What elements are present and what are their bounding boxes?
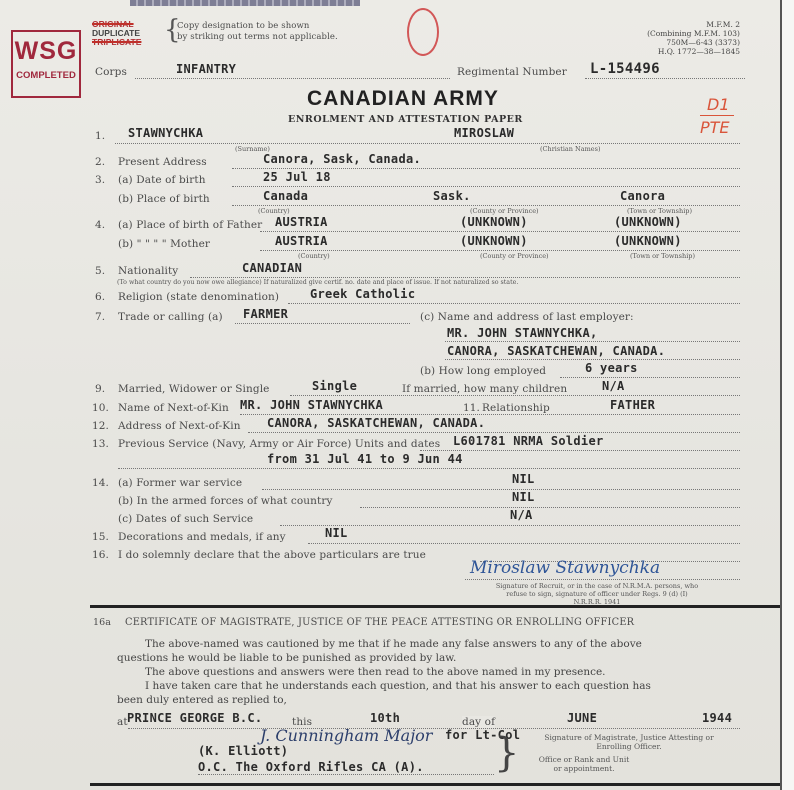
nationality-value: CANADIAN	[242, 261, 303, 275]
mother-country-value: AUSTRIA	[275, 234, 328, 248]
red-underline	[700, 115, 734, 116]
copy-duplicate: DUPLICATE	[92, 28, 141, 38]
trade-value: FARMER	[243, 307, 289, 321]
circled-o-annotation	[407, 8, 439, 56]
form-reference: M.F.M. 2 (Combining M.F.M. 103) 750M—6-43 (3373) H.Q. 1772—38—1845	[647, 20, 740, 56]
bottom-divider	[90, 783, 780, 786]
recruit-signature: Miroslaw Stawnychka	[470, 558, 661, 578]
former-war-service-value: NIL	[512, 472, 535, 486]
stamp-top: WSG	[14, 37, 78, 65]
armed-forces-country-value: NIL	[512, 490, 535, 504]
form-subtitle: ENROLMENT AND ATTESTATION PAPER	[288, 114, 523, 125]
employer-address-value: CANORA, SASKATCHEWAN, CANADA.	[447, 344, 666, 358]
employment-duration-value: 6 years	[585, 361, 638, 375]
birth-province-value: Sask.	[433, 189, 471, 203]
brace-right: }	[494, 730, 520, 776]
copy-designation	[92, 20, 141, 47]
stamp-bottom: COMPLETED	[16, 70, 76, 81]
copy-triplicate: TRIPLICATE	[92, 37, 142, 47]
wsg-completed-stamp	[11, 30, 81, 98]
for-lt-col: for Lt-Col	[445, 728, 521, 742]
mother-town-value: (UNKNOWN)	[614, 234, 682, 248]
form-title: CANADIAN ARMY	[307, 87, 499, 110]
officer-signature-caption: Signature of Magistrate, Justice Attesting or Enrolling Officer.	[544, 733, 714, 751]
regimental-number-value: L-154496	[590, 61, 660, 77]
father-province-value: (UNKNOWN)	[460, 215, 528, 229]
service-dates-value: N/A	[510, 508, 533, 522]
red-note-pte: PTE	[700, 118, 730, 137]
birth-country-value: Canada	[263, 189, 309, 203]
recruit-signature-caption: Signature of Recruit, or in the case of N.R.M.A. persons, who refuse to sign, signature of officer under Regs. 9 (d) (I) N.R.R.R. 1941	[495, 582, 699, 606]
section-divider	[90, 605, 780, 608]
christian-names-value: MIROSLAW	[454, 126, 515, 140]
surname-value: STAWNYCHKA	[128, 126, 204, 140]
next-of-kin-value: MR. JOHN STAWNYCHKA	[240, 398, 383, 412]
page-edge	[780, 0, 794, 790]
children-value: N/A	[602, 379, 625, 393]
father-town-value: (UNKNOWN)	[614, 215, 682, 229]
copy-original: ORIGINAL	[92, 19, 134, 29]
relationship-value: FATHER	[610, 398, 656, 412]
next-of-kin-address-value: CANORA, SASKATCHEWAN, CANADA.	[267, 416, 486, 430]
copy-instruction: Copy designation to be shown by striking out terms not applicable.	[177, 21, 338, 42]
religion-value: Greek Catholic	[310, 287, 416, 301]
office-caption: Office or Rank and Unit or appointment.	[538, 755, 630, 773]
attestation-day-value: 10th	[370, 711, 401, 725]
corps-label: Corps	[95, 66, 127, 78]
attestation-place-value: PRINCE GEORGE B.C.	[127, 711, 263, 725]
corps-value: INFANTRY	[176, 62, 237, 76]
marital-status-value: Single	[312, 379, 358, 393]
certificate-heading: CERTIFICATE OF MAGISTRATE, JUSTICE OF THE PEACE ATTESTING OR ENROLLING OFFICER	[125, 617, 635, 628]
attestation-month-value: JUNE	[567, 711, 598, 725]
employer-name-value: MR. JOHN STAWNYCHKA,	[447, 326, 598, 340]
officer-signature: J. Cunningham Major	[260, 726, 433, 745]
attestation-paper: WSG COMPLETED ORIGINAL DUPLICATE TRIPLICATE { Copy designation to be shown by striking out terms not applicable. M.F.M. 2 (Combining M.F.M. 103) 750M—6-43 (3373) H.Q. 1772—38—1845 Corps INFANTRY Regimental Number L-154496 CANADIAN ARMY ENROLMENT AND ATTESTATION PAPER D1 PTE 1. STAWNYCHKA MIROSLAW (Surname) (Christian Names) 2. Present Address Canora, Sask, Canada. 3. (a) Date of birth 25 Jul 18 (b) Place of birth Canada Sask. Canora (Country) (County or Province) (Town or Township) 4. (a) Place of birth of Father AUSTRIA (UNKNOWN) (UNKNOWN) (b) " " " " Mother AUSTRIA (UNKNOWN) (UNKNOWN) (Country) (County or Province) (Town or Township) 5. Nationality CANADIAN (To what country do you now owe allegiance) If naturalized give certif. no. date and place of issue. If not naturalized so state. 6. Religion (state denomination) Greek Catholic 7. Trade or calling (a) FARMER (c) Name and address of last employer: MR. JOHN STAWNYCHKA, CANORA, SASKATCHEWAN, CANADA. (b) How long employed 6 years 9. Married, Widower or Single Single If married, how many children N/A 10. Name of Next-of-Kin MR. JOHN STAWNYCHKA 11. Relationship FATHER 12. Address of Next-of-Kin CANORA, SASKATCHEWAN, CANADA. 13. Previous Service (Navy, Army or Air Force) Units and dates L601781 NRMA Soldier from 31 Jul 41 to 9 Jun 44 14. (a) Former war service NIL (b) In the armed forces of what country NIL (c) Dates of such Service N/A 15. Decorations and medals, if any NIL 16. I do solemnly declare that the above particulars are true Miroslaw Stawnychka Signature of Recruit, or in the case of N.R.M.A. persons, who refuse to sign, signature of officer under Regs. 9 (d) (I) N.R.R.R. 1941 16a CERTIFICATE OF MAGISTRATE, JUSTICE OF THE PEACE ATTESTING OR ENROLLING OFFICER The above-named was cautioned by me that if he made any false answers to any of the above questions he would be liable to be punished as provided by law. The above questions and answers were then read to the above named in my presence. I have taken care that he understands each question, and that his answer to each question has been duly entered as replied to, at PRINCE GEORGE B.C. this 10th day of JUNE 1944 J. Cunningham Major for Lt-Col (K. Elliott) O.C. The Oxford Rifles CA (A). } Signature of Magistrate, Justice Attesting or Enrolling Officer. Office or Rank and Unit or appointment.	[0, 0, 782, 790]
birth-town-value: Canora	[620, 189, 666, 203]
officer-name-value: (K. Elliott)	[198, 744, 289, 758]
regimental-number-label: Regimental Number	[457, 66, 567, 78]
previous-service-value: L601781 NRMA Soldier	[453, 434, 604, 448]
mother-province-value: (UNKNOWN)	[460, 234, 528, 248]
father-country-value: AUSTRIA	[275, 215, 328, 229]
decorations-value: NIL	[325, 526, 348, 540]
brace: {	[164, 15, 181, 45]
top-strip-partial-text	[130, 0, 360, 6]
present-address-value: Canora, Sask, Canada.	[263, 152, 422, 166]
previous-service-dates: from 31 Jul 41 to 9 Jun 44	[267, 452, 463, 466]
attestation-year-value: 1944	[702, 711, 733, 725]
date-of-birth-value: 25 Jul 18	[263, 170, 331, 184]
officer-unit-value: O.C. The Oxford Rifles CA (A).	[198, 760, 424, 774]
red-note-d1: D1	[707, 95, 730, 114]
